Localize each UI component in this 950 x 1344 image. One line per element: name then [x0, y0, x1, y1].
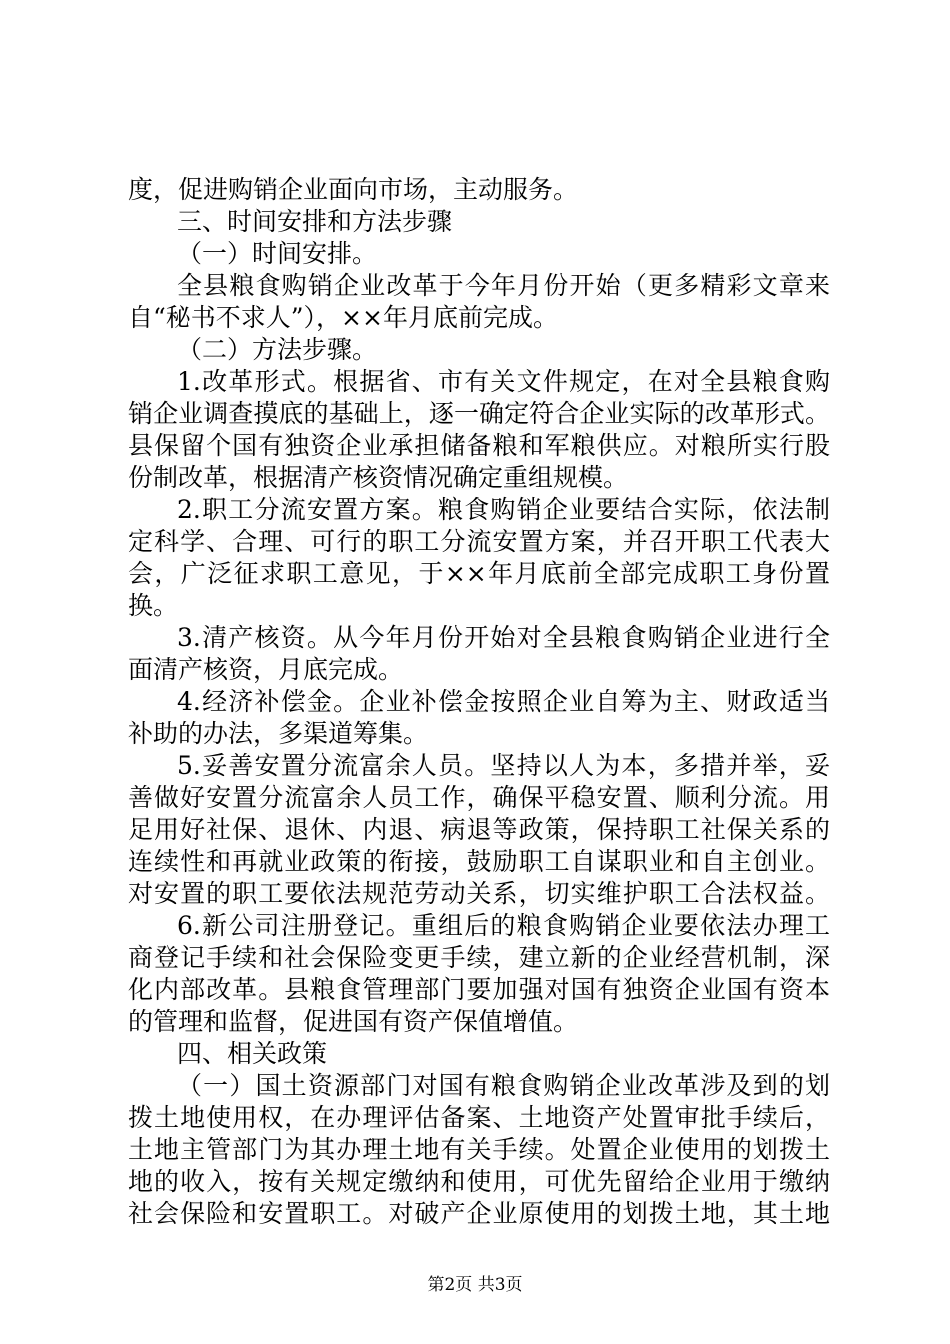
text-line: 地的收入，按有关规定缴纳和使用，可优先留给企业用于缴纳: [128, 1167, 830, 1196]
text-line: 自“秘书不求人”），××年月底前完成。: [128, 303, 558, 332]
text-line: （二）方法步骤。: [177, 335, 378, 364]
text-line: 的管理和监督，促进国有资产保值增值。: [128, 1007, 579, 1036]
text-line: 商登记手续和社会保险变更手续，建立新的企业经营机制，深: [128, 943, 830, 972]
text-line: 6.新公司注册登记。重组后的粮食购销企业要依法办理工: [177, 911, 830, 940]
text-line: 3.清产核资。从今年月份开始对全县粮食购销企业进行全: [177, 623, 830, 652]
text-line: （一）国土资源部门对国有粮食购销企业改革涉及到的划: [177, 1071, 830, 1100]
text-line: 社会保险和安置职工。对破产企业原使用的划拨土地，其土地: [128, 1199, 830, 1228]
document-body: [128, 174, 830, 1230]
text-line: 拨土地使用权，在办理评估备案、土地资产处置审批手续后，: [128, 1103, 830, 1132]
text-line: 三、时间安排和方法步骤: [177, 207, 453, 236]
text-line: 2.职工分流安置方案。粮食购销企业要结合实际，依法制: [177, 495, 830, 524]
text-line: 县保留个国有独资企业承担储备粮和军粮供应。对粮所实行股: [128, 431, 830, 460]
text-line: 换。: [128, 591, 179, 620]
text-line: （一）时间安排。: [177, 239, 378, 268]
page-footer: 第2页 共3页: [427, 1275, 523, 1295]
text-line: 销企业调查摸底的基础上，逐一确定符合企业实际的改革形式。: [128, 399, 830, 428]
text-line: 5.妥善安置分流富余人员。坚持以人为本，多措并举，妥: [177, 751, 830, 780]
text-line: 对安置的职工要依法规范劳动关系，切实维护职工合法权益。: [128, 879, 830, 908]
text-line: 化内部改革。县粮食管理部门要加强对国有独资企业国有资本: [128, 975, 830, 1004]
text-line: 土地主管部门为其办理土地有关手续。处置企业使用的划拨土: [128, 1135, 830, 1164]
text-line: 连续性和再就业政策的衔接，鼓励职工自谋职业和自主创业。: [128, 847, 830, 876]
text-line: 补助的办法，多渠道筹集。: [128, 719, 429, 748]
text-line: 4.经济补偿金。企业补偿金按照企业自筹为主、财政适当: [177, 687, 830, 716]
text-line: 善做好安置分流富余人员工作，确保平稳安置、顺利分流。用: [128, 783, 830, 812]
text-line: 面清产核资，月底完成。: [128, 655, 404, 684]
text-line: 全县粮食购销企业改革于今年月份开始（更多精彩文章来: [177, 271, 830, 300]
text-line: 份制改革，根据清产核资情况确定重组规模。: [128, 463, 629, 492]
text-line: 1.改革形式。根据省、市有关文件规定，在对全县粮食购: [177, 367, 830, 396]
text-line: 四、相关政策: [177, 1039, 328, 1068]
text-line: 定科学、合理、可行的职工分流安置方案，并召开职工代表大: [128, 527, 830, 556]
text-line: 度，促进购销企业面向市场，主动服务。: [128, 175, 579, 204]
text-line: 足用好社保、退休、内退、病退等政策，保持职工社保关系的: [128, 815, 830, 844]
text-line: 会，广泛征求职工意见，于××年月底前全部完成职工身份置: [128, 559, 830, 588]
